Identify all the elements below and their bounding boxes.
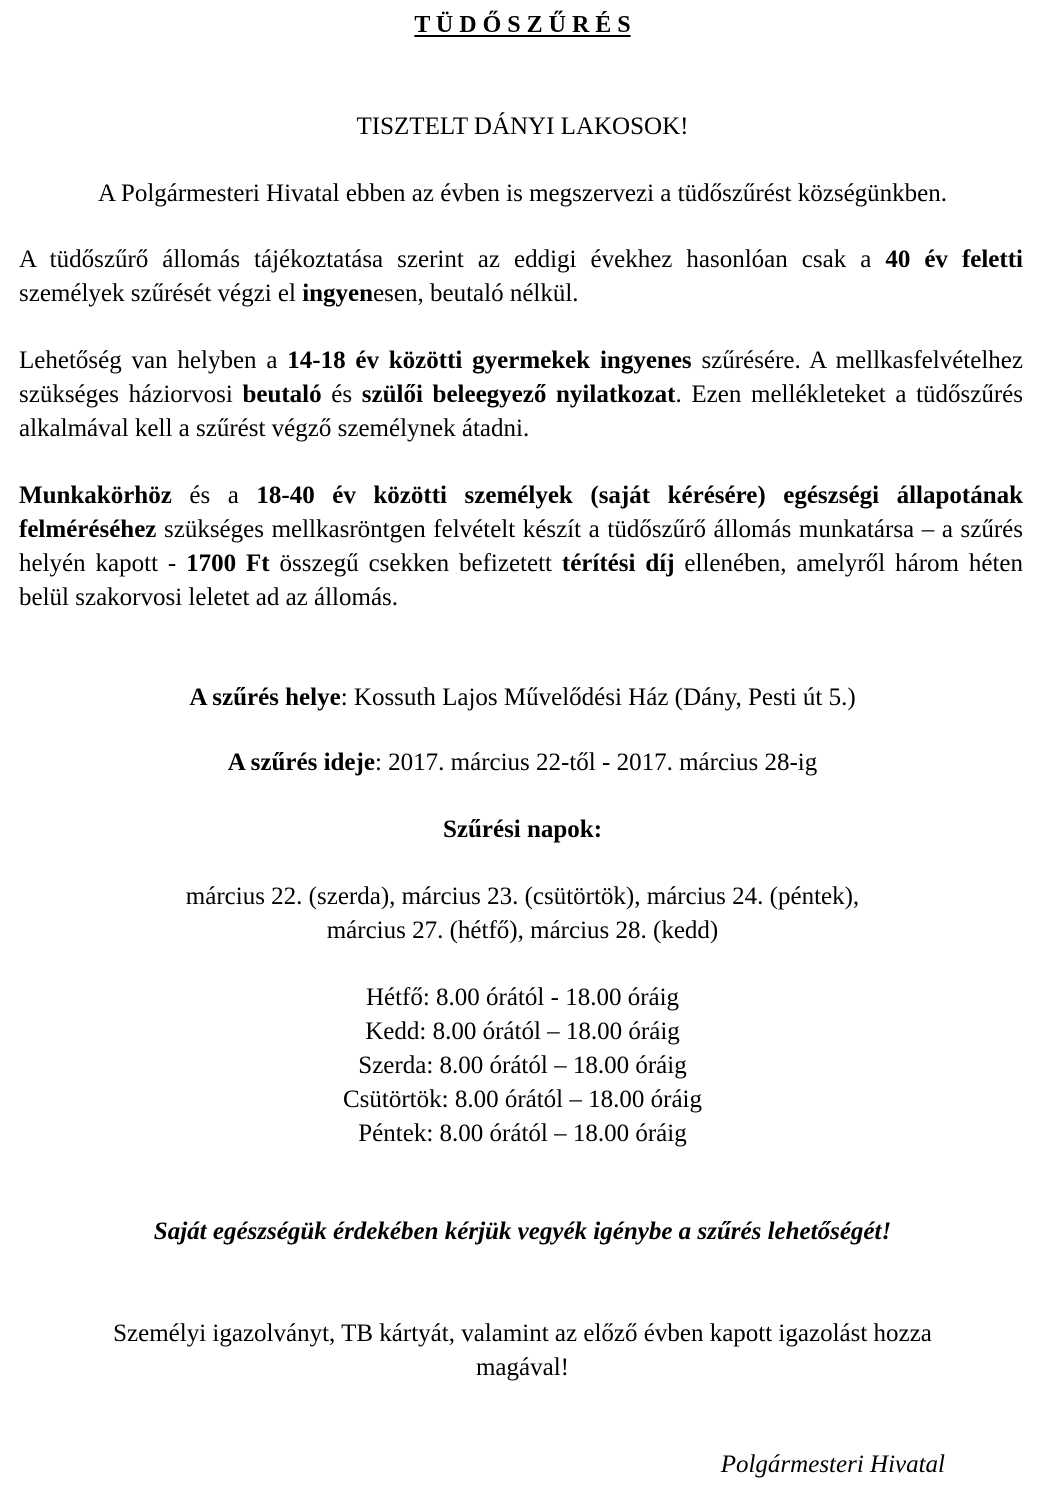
text-span: személyek szűrését végzi el — [19, 280, 303, 307]
paragraph-free-screening — [19, 243, 1023, 311]
bold-span: 14-18 év közötti gyermekek ingyenes — [287, 347, 692, 374]
hours-friday: Péntek: 8.00 órától – 18.00 óráig — [358, 1120, 687, 1147]
hours-wednesday: Szerda: 8.00 órától – 18.00 óráig — [358, 1052, 687, 1079]
bold-span: Munkakörhöz — [19, 482, 172, 509]
bold-span: térítési díj — [561, 550, 675, 577]
period-label: A szűrés ideje — [227, 749, 375, 776]
bold-span: 1700 Ft — [186, 550, 270, 577]
documents-line-1: Személyi igazolványt, TB kártyát, valamint az előző évben kapott igazolást hozza — [113, 1320, 932, 1347]
text-span: . Ezen mellékleteket a tüdőszűrés alkalmával kell a szűrést végző személynek átadni. — [19, 381, 1023, 442]
location-label: A szűrés helye — [189, 684, 341, 711]
text-span: A tüdőszűrő állomás tájékoztatása szerint az eddigi évekhez hasonlóan csak a — [19, 246, 886, 273]
document-title: T Ü D Ő S Z Ű R É S — [414, 12, 631, 38]
location-value: : Kossuth Lajos Művelődési Ház (Dány, Pesti út 5.) — [340, 684, 856, 711]
paragraph-paid-screening — [19, 479, 1023, 615]
bold-span: beutaló — [242, 381, 322, 408]
screening-days-heading — [0, 813, 1045, 847]
bold-span: ingyen — [302, 280, 374, 307]
greeting: TISZTELT DÁNYI LAKOSOK! — [356, 113, 689, 140]
screening-location — [0, 681, 1045, 715]
text-span: esen, beutaló nélkül. — [373, 280, 579, 307]
text-span: összegű csekken befizetett — [269, 550, 562, 577]
bold-span: 40 év feletti — [885, 246, 1024, 273]
screening-days-line-1: március 22. (szerda), március 23. (csütörtök), március 24. (péntek), — [185, 883, 860, 910]
text-span: és a — [171, 482, 257, 509]
text-span: ellenében, amelyről három héten belül szakorvosi leletet ad az állomás. — [19, 550, 1023, 611]
days-heading-text: Szűrési napok: — [442, 816, 603, 843]
hours-monday: Hétfő: 8.00 órától - 18.00 óráig — [365, 984, 680, 1011]
intro-paragraph: A Polgármesteri Hivatal ebben az évben is megszervezi a tüdőszűrést községünkben. — [97, 180, 948, 207]
screening-days-line-2: március 27. (hétfő), március 28. (kedd) — [326, 917, 719, 944]
text-span: Lehetőség van helyben a — [19, 347, 288, 374]
hours-thursday: Csütörtök: 8.00 órától – 18.00 óráig — [343, 1086, 702, 1113]
bold-span: szülői beleegyező nyilatkozat — [361, 381, 676, 408]
period-value: : 2017. március 22-től - 2017. március 28-ig — [374, 749, 818, 776]
hours-tuesday: Kedd: 8.00 órától – 18.00 óráig — [365, 1018, 680, 1045]
documents-line-2: magával! — [475, 1354, 569, 1381]
text-span: szűrésére. A mellkasfelvételhez szükséges háziorvosi — [19, 347, 1023, 408]
bold-span: 18-40 év közötti személyek (saját kérésére) egészségi állapotának felméréséhez — [19, 482, 1024, 543]
signature: Polgármesteri Hivatal — [720, 1451, 945, 1478]
paragraph-children-screening — [19, 344, 1023, 446]
text-span: szükséges mellkasröntgen felvételt készít a tüdőszűrő állomás munkatársa – a szűrés helyén kapott - — [19, 516, 1023, 577]
text-span: és — [321, 381, 362, 408]
screening-period — [0, 746, 1045, 780]
appeal-text: Saját egészségük érdekében kérjük vegyék igénybe a szűrés lehetőségét! — [153, 1218, 892, 1245]
